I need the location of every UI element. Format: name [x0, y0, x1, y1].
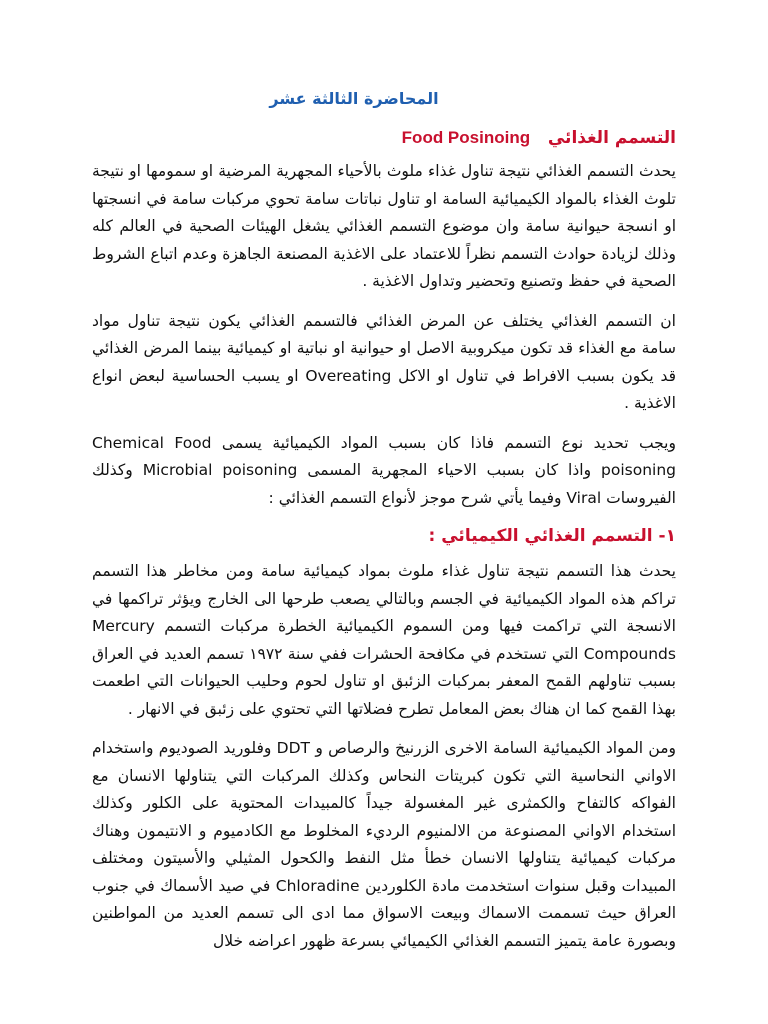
lecture-title: المحاضرة الثالثة عشر [269, 89, 439, 108]
paragraph-types: ويجب تحديد نوع التسمم فاذا كان بسبب المواد الكيميائية يسمى Chemical Food poisoning واذا كان بسبب الاحياء المجهرية المسمى Microbial poisoning وكذلك الفيروسات Viral وفيما يأتي شرح موجز لأنواع التسمم الغذائي : [92, 433, 676, 507]
paragraph-difference: ان التسمم الغذائي يختلف عن المرض الغذائي فالتسمم الغذائي يكون نتيجة تناول مواد سامة مع الغذاء قد تكون ميكروبية الاصل او حيوانية او نباتية او كيميائية بينما المرض الغذائي قد يكون بسبب الافراط في تناول او الاكل Overeating او يسبب الحساسية لبعض انواع الاغذية . [92, 311, 677, 412]
paragraph-intro: يحدث التسمم الغذائي نتيجة تناول غذاء ملوث بالأحياء المجهرية المرضية او سمومها او نتيجة تلوث الغذاء بالمواد الكيميائية السامة او تناول نباتات سامة تحوي مركبات سامة في انسجتها او انسجة حيوانية سامة وان موضوع التسمم الغذائي يشغل الهيئات الصحية في العالم كله وذلك لزيادة حوادث التسمم نظراً للاعتماد على الاغذية المصنعة الجاهزة وعدم اتباع الشروط الصحية في حفظ وتصنيع وتحضير وتداول الاغذية . [92, 162, 676, 290]
paragraph-chemical-1: يحدث هذا التسمم نتيجة تناول غذاء ملوث بمواد كيميائية سامة ومن مخاطر هذا التسمم تراكم هذه المواد الكيميائية في الجسم وبالتالي يصعب طرحها الى الخارج ويؤثر تراكمها في الانسجة التي تراكمت فيها ومن السموم الكيميائية الخطرة مركبات التسمم Mercury Compounds التي تستخدم في مكافحة الحشرات ففي سنة ١٩٧٢ تسمم العديد في العراق بسبب تناولهم القمح المعفر بمركبات الزئبق او تناول لحوم وحليب الحيوانات التي اطعمت بهذا القمح كما ان هناك بعض المعامل تطرح فضلاتها التي تحتوي على زئبق في الانهار . [92, 562, 676, 718]
section-heading [92, 126, 676, 150]
heading-arabic: التسمم الغذائي [547, 128, 676, 148]
heading-english: Food Posinoing [401, 128, 531, 147]
paragraph-chemical-2: ومن المواد الكيميائية السامة الاخرى الزرنيخ والرصاص و DDT وفلوريد الصوديوم واستخدام الاواني النحاسية التي تكون كبريتات النحاس وكذلك المركبات التي يتناولها الانسان مع الفواكه كالتفاح والكمثرى غير المغسولة جيداً كالمبيدات المحتوية على الكلور وكذلك استخدام الاواني المصنوعة من الالمنيوم الرديء المخلوط مع الكادميوم و الانتيمون وهناك مركبات كيميائية يتناولها الانسان خطأ مثل النفط والكحول المثيلي والأسيتون ومختلف المبيدات وقبل سنوات استخدمت مادة الكلوردين Chloradine في صيد الأسماك في جنوب العراق حيث تسممت الاسماك وبيعت الاسواق مما ادى الى تسمم العديد من المواطنين وبصورة عامة يتميز التسمم الغذائي الكيميائي بسرعة ظهور اعراضه خلال [92, 739, 676, 950]
subheading-chemical-poisoning: ١- التسمم الغذائي الكيميائي : [428, 526, 676, 546]
